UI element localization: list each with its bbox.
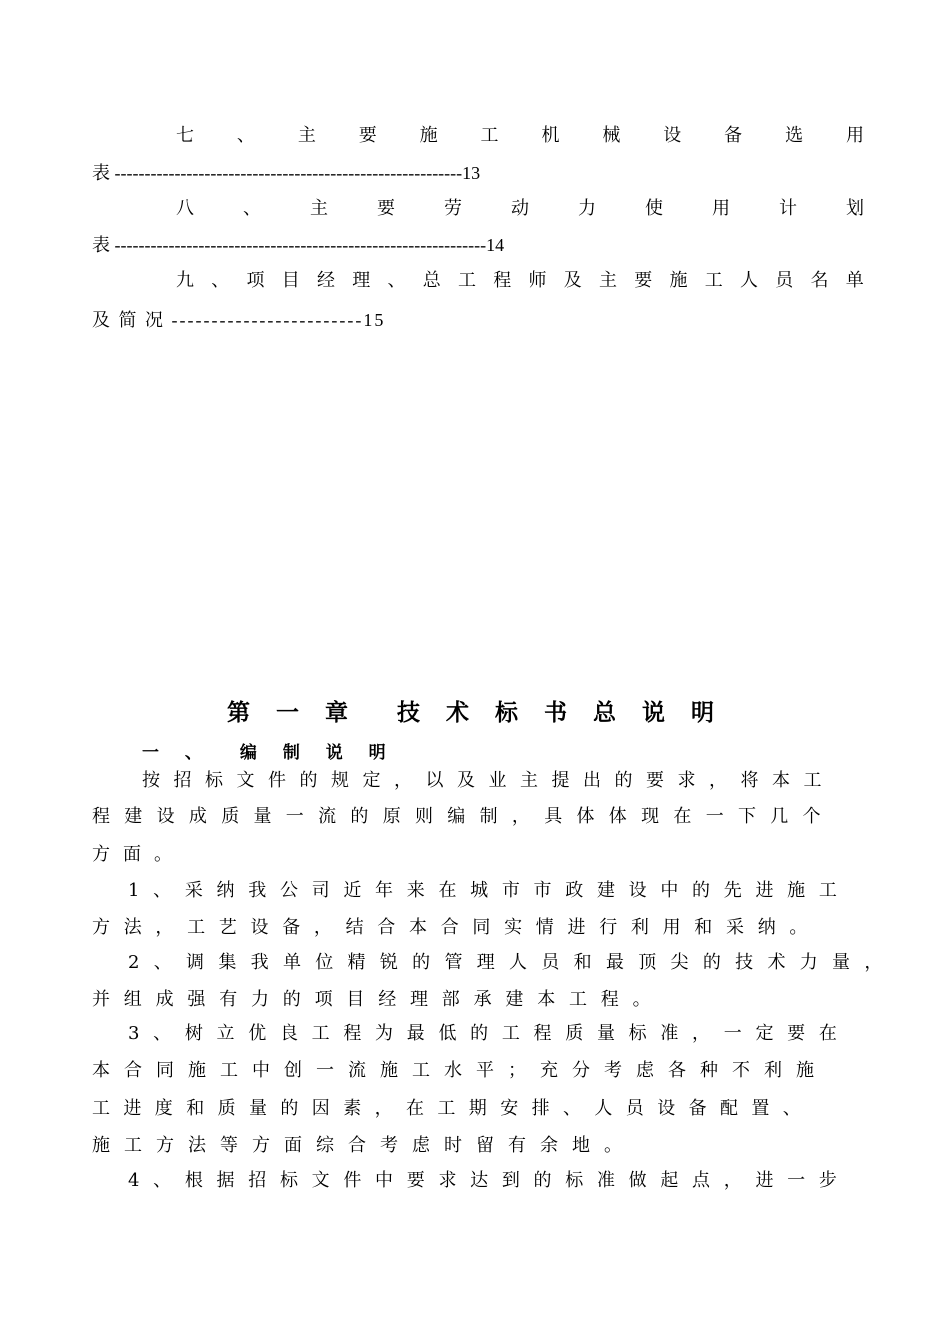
toc-entry-8-line1 bbox=[176, 197, 864, 221]
toc-char: 主 bbox=[599, 270, 617, 291]
toc-entry-9-line1 bbox=[176, 269, 864, 293]
toc-char: 设 bbox=[663, 125, 682, 146]
toc-char: 、 bbox=[211, 270, 230, 291]
toc-char: 目 bbox=[281, 270, 300, 291]
paragraph-line: 工进度和质量的因素，在工期安排、人员设备配置、 bbox=[92, 1098, 815, 1119]
toc-char: 选 bbox=[785, 125, 804, 146]
toc-char: 划 bbox=[846, 198, 864, 219]
section-number: 一 、 bbox=[142, 743, 212, 763]
toc-char: 力 bbox=[578, 198, 596, 219]
paragraph-line: 方面。 bbox=[92, 844, 185, 865]
toc-char: 用 bbox=[712, 198, 730, 219]
section-title: 编 制 说 明 bbox=[239, 743, 396, 763]
paragraph-line: 3、树立优良工程为最低的工程质量标准，一定要在 bbox=[128, 1023, 851, 1044]
toc-char: 劳 bbox=[444, 198, 462, 219]
toc-entry-9-line2: 及 简 况 ------------------------15 bbox=[92, 310, 386, 330]
toc-char: 及 bbox=[563, 270, 582, 291]
toc-char: 施 bbox=[669, 270, 688, 291]
toc-char: 七 bbox=[176, 125, 194, 146]
toc-entry-8-line2: 表 --------------------------------------------------------------14 bbox=[92, 235, 505, 255]
toc-char: 、 bbox=[387, 270, 406, 291]
toc-char: 工 bbox=[458, 270, 476, 291]
toc-char: 用 bbox=[845, 125, 864, 146]
chapter-number: 第 一 章 bbox=[226, 700, 357, 726]
toc-char: 员 bbox=[775, 270, 794, 291]
paragraph-line: 2、调集我单位精锐的管理人员和最顶尖的技术力量， bbox=[128, 952, 897, 973]
toc-char: 机 bbox=[541, 125, 560, 146]
toc-char: 程 bbox=[493, 270, 512, 291]
toc-char: 使 bbox=[645, 198, 663, 219]
toc-char: 要 bbox=[634, 270, 653, 291]
paragraph-line: 程建设成质量一流的原则编制，具体体现在一下几个 bbox=[92, 806, 835, 827]
toc-char: 经 bbox=[317, 270, 335, 291]
paragraph-line: 本合同施工中创一流施工水平；充分考虑各种不利施 bbox=[92, 1060, 828, 1081]
paragraph-line: 4、根据招标文件中要求达到的标准做起点，进一步 bbox=[128, 1170, 851, 1191]
toc-char: 人 bbox=[740, 270, 758, 291]
toc-entry-7-line1 bbox=[176, 124, 864, 148]
toc-char: 要 bbox=[377, 198, 395, 219]
toc-char: 备 bbox=[724, 125, 743, 146]
toc-char: 、 bbox=[243, 198, 261, 219]
toc-char: 单 bbox=[845, 270, 864, 291]
toc-char: 项 bbox=[246, 270, 265, 291]
chapter-title: 技 术 标 书 总 说 明 bbox=[396, 700, 724, 726]
toc-char: 动 bbox=[511, 198, 529, 219]
toc-char: 总 bbox=[422, 270, 441, 291]
section-heading bbox=[142, 738, 396, 763]
toc-char: 要 bbox=[358, 125, 377, 146]
toc-char: 主 bbox=[297, 125, 316, 146]
toc-char: 理 bbox=[352, 270, 371, 291]
toc-char: 计 bbox=[779, 198, 797, 219]
toc-entry-7-line2: 表 ----------------------------------------------------------13 bbox=[92, 163, 481, 183]
toc-char: 八 bbox=[176, 198, 194, 219]
paragraph-line: 按招标文件的规定，以及业主提出的要求，将本工 bbox=[142, 770, 835, 791]
paragraph-line: 并组成强有力的项目经理部承建本工程。 bbox=[92, 989, 665, 1010]
toc-char: 主 bbox=[310, 198, 328, 219]
toc-char: 师 bbox=[528, 270, 547, 291]
paragraph-line: 方法，工艺设备，结合本合同实情进行利用和采纳。 bbox=[92, 917, 822, 938]
toc-char: 械 bbox=[602, 125, 621, 146]
toc-char: 、 bbox=[236, 125, 255, 146]
paragraph-line: 1、采纳我公司近年来在城市市政建设中的先进施工 bbox=[128, 880, 851, 901]
toc-char: 九 bbox=[176, 270, 194, 291]
toc-char: 名 bbox=[810, 270, 829, 291]
toc-char: 施 bbox=[419, 125, 438, 146]
toc-char: 工 bbox=[480, 125, 499, 146]
toc-char: 工 bbox=[704, 270, 723, 291]
chapter-heading bbox=[0, 694, 950, 727]
paragraph-line: 施工方法等方面综合考虑时留有余地。 bbox=[92, 1135, 636, 1156]
